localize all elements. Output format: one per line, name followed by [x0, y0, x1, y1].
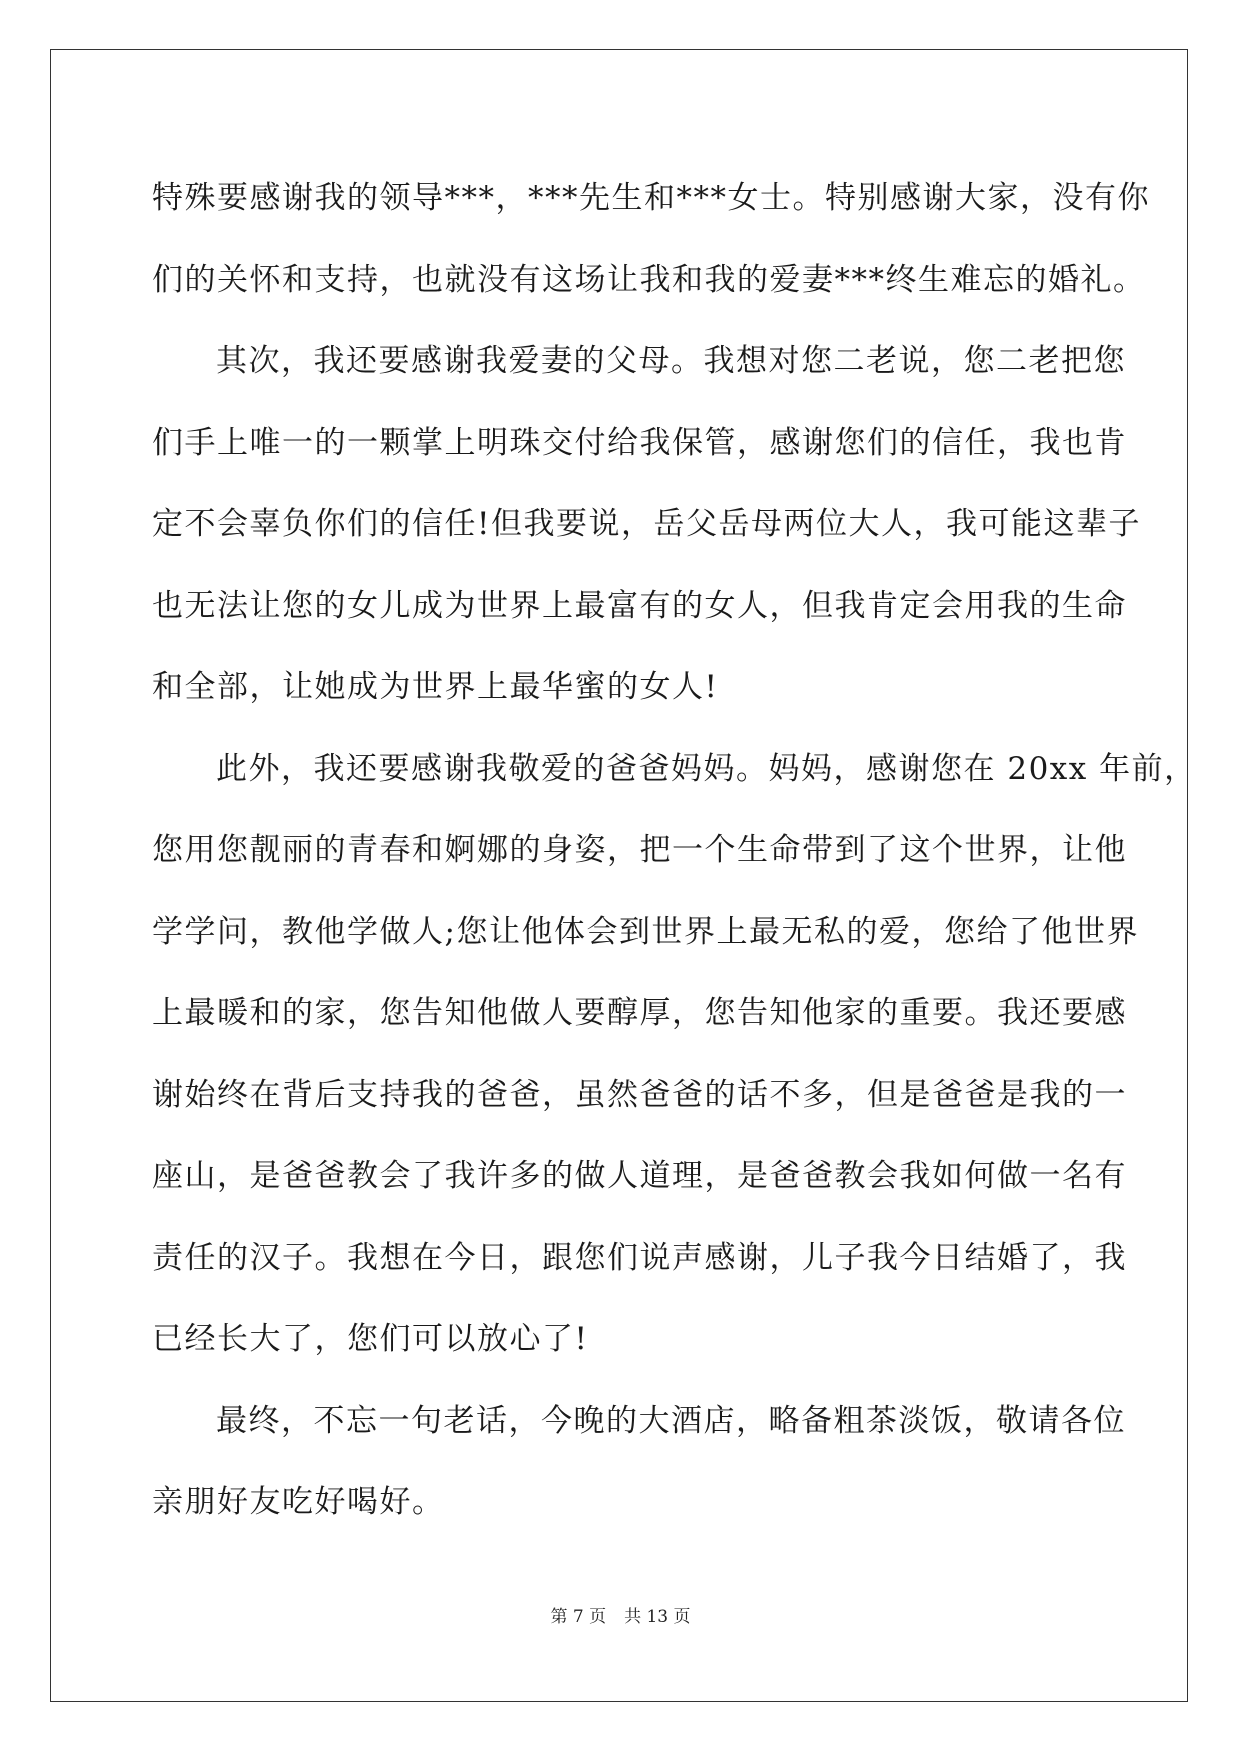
text-line: 们手上唯一的一颗掌上明珠交付给我保管，感谢您们的信任，我也肯: [152, 424, 1127, 461]
text-line: 谢始终在背后支持我的爸爸，虽然爸爸的话不多，但是爸爸是我的一: [152, 1076, 1127, 1113]
text-line: 也无法让您的女儿成为世界上最富有的女人，但我肯定会用我的生命: [152, 587, 1127, 624]
text-line: 上最暖和的家，您告知他做人要醇厚，您告知他家的重要。我还要感: [152, 995, 1127, 1031]
text-line: 定不会辜负你们的信任!但我要说，岳父岳母两位大人，我可能这辈子: [152, 506, 1141, 542]
text-line: 已经长大了，您们可以放心了!: [152, 1321, 589, 1357]
total-pages: 共 13 页: [624, 1607, 691, 1627]
document-body: [152, 158, 1197, 1544]
text-line: 亲朋好友吃好喝好。: [152, 1484, 445, 1520]
text-line: 和全部，让她成为世界上最华蜜的女人!: [152, 669, 719, 705]
text-line: 座山，是爸爸教会了我许多的做人道理，是爸爸教会我如何做一名有: [152, 1158, 1127, 1194]
paragraph-start-line: 最终，不忘一句老话，今晚的大酒店，略备粗茶淡饭，敬请各位: [216, 1402, 1126, 1439]
paragraph-start-line: 其次，我还要感谢我爱妻的父母。我想对您二老说，您二老把您: [216, 343, 1126, 379]
paragraph-start-line: 此外，我还要感谢我敬爱的爸爸妈妈。妈妈，感谢您在 20xx 年前，: [216, 750, 1197, 787]
text-line: 您用您靓丽的青春和婀娜的身姿，把一个生命带到了这个世界，让他: [152, 832, 1127, 868]
text-line: 们的关怀和支持，也就没有这场让我和我的爱妻***终生难忘的婚礼。: [152, 261, 1146, 298]
text-line: 责任的汉子。我想在今日，跟您们说声感谢，儿子我今日结婚了，我: [152, 1239, 1127, 1276]
page-number: 第 7 页: [550, 1607, 607, 1627]
page-footer: [0, 1602, 1241, 1627]
text-line: 特殊要感谢我的领导***，***先生和***女士。特别感谢大家，没有你: [152, 180, 1150, 216]
text-line: 学学问，教他学做人;您让他体会到世界上最无私的爱，您给了他世界: [152, 913, 1139, 950]
